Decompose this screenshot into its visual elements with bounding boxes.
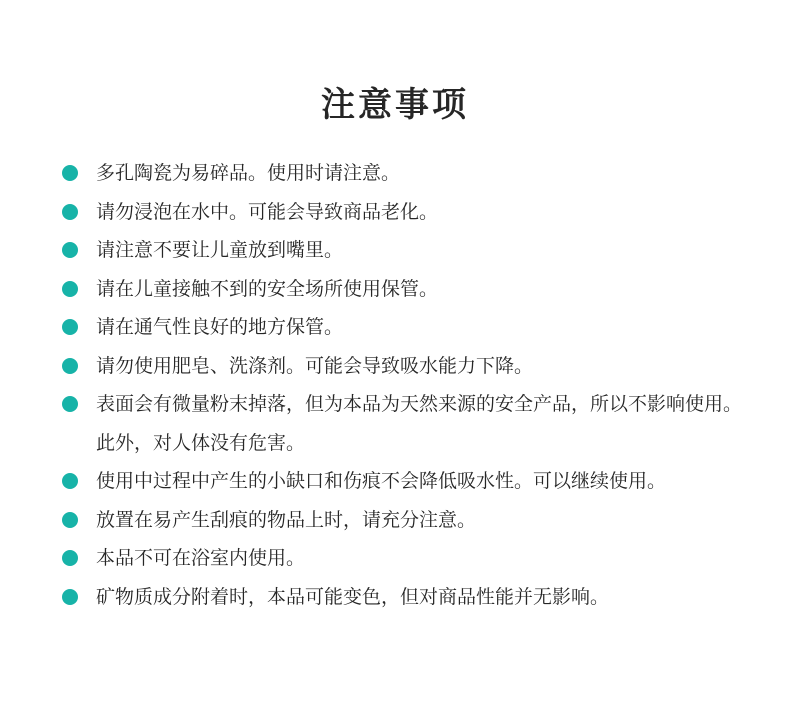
bullet-dot-icon	[62, 589, 78, 605]
note-text: 请在儿童接触不到的安全场所使用保管。	[96, 277, 439, 300]
bullet-dot-icon	[62, 396, 78, 412]
list-item	[62, 462, 742, 501]
note-text: 表面会有微量粉末掉落，但为本品为天然来源的安全产品，所以不影响使用。此外，对人体没有危害。	[96, 393, 743, 454]
note-text: 请注意不要让儿童放到嘴里。	[96, 239, 344, 261]
notes-list	[62, 154, 742, 616]
note-text: 放置在易产生刮痕的物品上时，请充分注意。	[96, 508, 477, 531]
list-item	[62, 231, 742, 270]
list-item	[62, 154, 742, 193]
list-item	[62, 347, 742, 386]
bullet-dot-icon	[62, 550, 78, 566]
bullet-dot-icon	[62, 281, 78, 297]
list-item	[62, 270, 742, 309]
list-item	[62, 193, 742, 232]
note-text: 矿物质成分附着时，本品可能变色，但对商品性能并无影响。	[96, 585, 610, 608]
list-item	[62, 539, 742, 578]
list-item	[62, 308, 742, 347]
note-text: 使用中过程中产生的小缺口和伤痕不会降低吸水性。可以继续使用。	[96, 470, 667, 492]
bullet-dot-icon	[62, 165, 78, 181]
bullet-dot-icon	[62, 319, 78, 335]
bullet-dot-icon	[62, 358, 78, 374]
note-text: 请在通气性良好的地方保管。	[96, 316, 344, 338]
note-text: 请勿使用肥皂、洗涤剂。可能会导致吸水能力下降。	[96, 354, 534, 377]
note-text: 多孔陶瓷为易碎品。使用时请注意。	[96, 162, 401, 184]
bullet-dot-icon	[62, 242, 78, 258]
bullet-dot-icon	[62, 512, 78, 528]
bullet-dot-icon	[62, 204, 78, 220]
list-item	[62, 501, 742, 540]
list-item	[62, 385, 742, 462]
page-title: 注意事项	[321, 84, 469, 125]
note-text: 本品不可在浴室内使用。	[96, 547, 306, 569]
note-text: 请勿浸泡在水中。可能会导致商品老化。	[96, 200, 439, 223]
bullet-dot-icon	[62, 473, 78, 489]
list-item	[62, 578, 742, 617]
